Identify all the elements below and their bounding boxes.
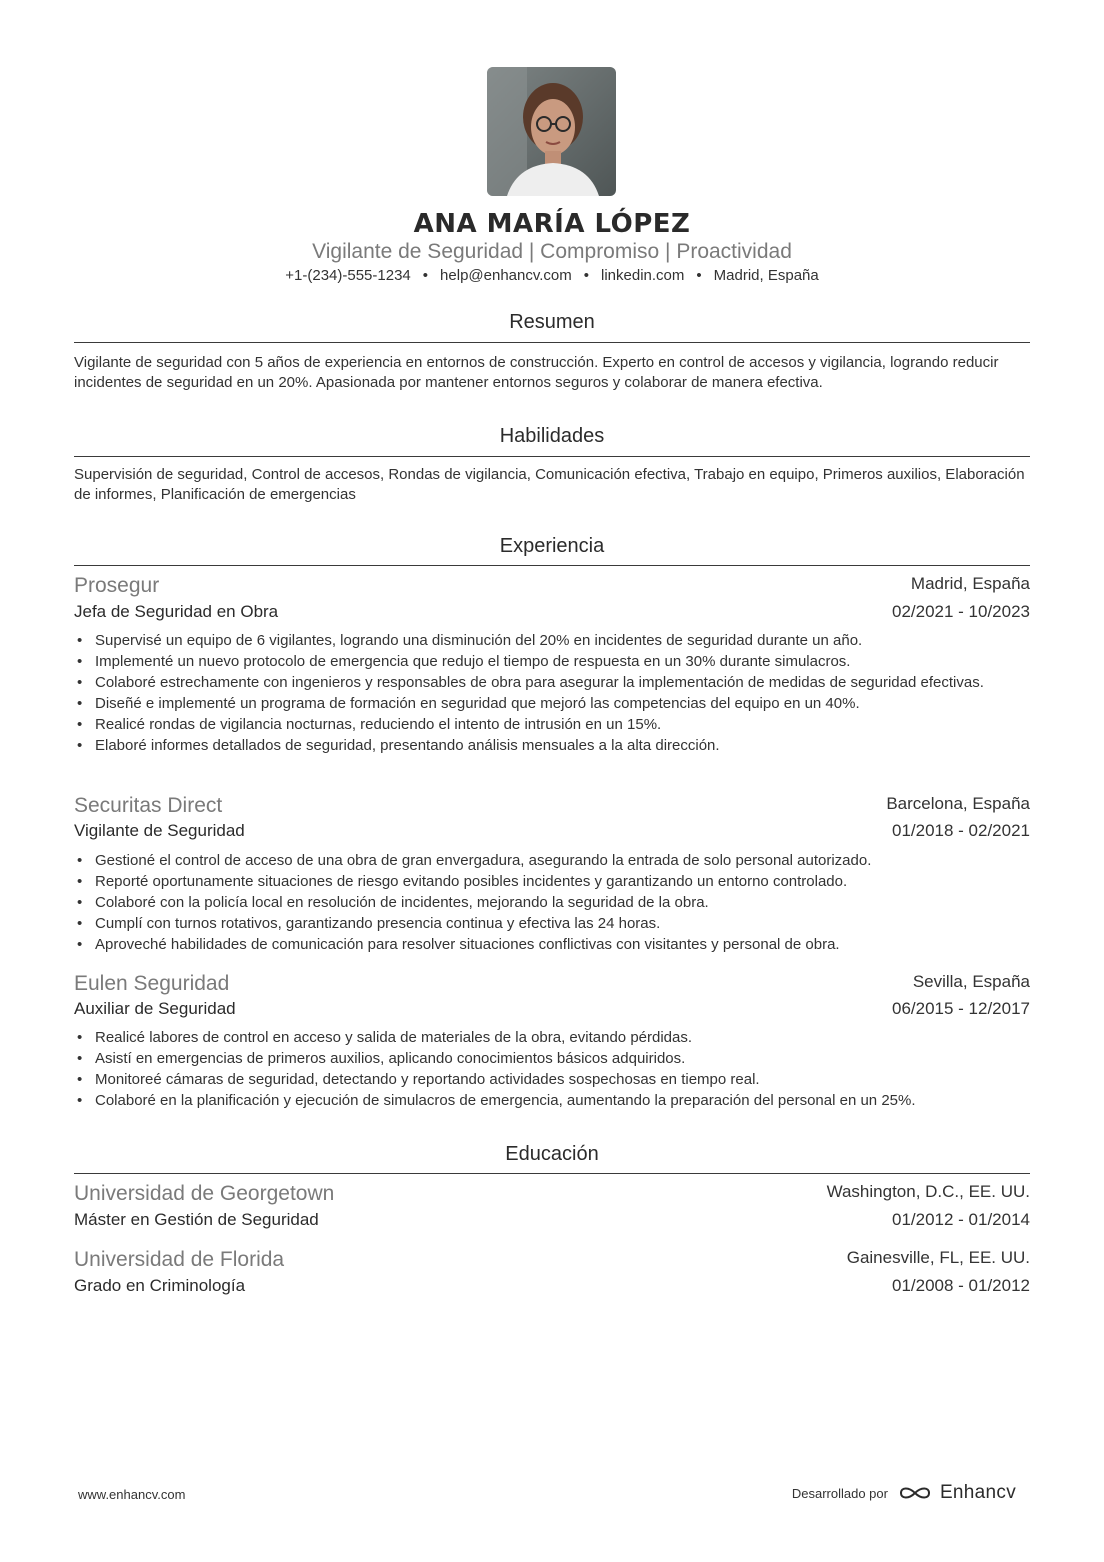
headline: Vigilante de Seguridad | Compromiso | Proactividad: [312, 240, 792, 263]
section-title-experience: Experiencia: [499, 535, 605, 557]
candidate-name: ANA MARÍA LÓPEZ: [413, 209, 691, 239]
footer-website[interactable]: www.enhancv.com: [78, 1487, 186, 1502]
job-dates: 02/2021 - 10/2023: [891, 602, 1030, 621]
list-item: • Colaboré en la planificación y ejecución de simulacros de emergencia, aumentando la preparación del personal en un 25%.: [74, 1090, 1030, 1111]
company-name: Prosegur: [74, 574, 160, 597]
job-bullets: [74, 630, 1030, 756]
brand-name: Enhancv: [939, 1482, 1016, 1503]
separator-dot: •: [696, 267, 702, 284]
phone: +1-(234)-555-1234: [285, 267, 411, 284]
profile-photo-image: [487, 67, 616, 196]
list-item: • Cumplí con turnos rotativos, garantizando presencia continua y efectiva las 24 horas.: [74, 913, 1030, 934]
contact-info: [0, 267, 1104, 284]
list-item: • Gestioné el control de acceso de una obra de gran envergadura, asegurando la entrada de solo personal autorizado.: [74, 850, 1030, 871]
enhancv-logo-icon: [898, 1483, 934, 1503]
list-item: • Colaboré con la policía local en resolución de incidentes, mejorando la seguridad de la obra.: [74, 892, 1030, 913]
powered-by-label: Desarrollado por: [791, 1485, 888, 1501]
job-role: Vigilante de Seguridad: [74, 821, 245, 840]
summary-text: Vigilante de seguridad con 5 años de experiencia en entornos de construcción. Experto en control de accesos y vigilancia, logrando reducir incidentes de seguridad en un 20%. Apasionada por mantener entornos seguros y colaborar de manera efectiva.: [74, 354, 999, 391]
linkedin[interactable]: linkedin.com: [601, 267, 685, 284]
job-dates: 01/2018 - 02/2021: [891, 821, 1030, 840]
section-title-education: Educación: [505, 1143, 599, 1165]
job-location: Barcelona, España: [886, 794, 1030, 813]
profile-photo: [487, 67, 616, 196]
list-item: • Colaboré estrechamente con ingenieros y responsables de obra para asegurar la implementación de medidas de seguridad efectivas.: [74, 672, 1030, 693]
job-bullets: [74, 1027, 1030, 1111]
company-name: Securitas Direct: [74, 794, 223, 817]
degree: Grado en Criminología: [74, 1276, 246, 1295]
school-name: Universidad de Georgetown: [74, 1182, 335, 1205]
company-name: Eulen Seguridad: [74, 972, 230, 995]
education-dates: 01/2012 - 01/2014: [891, 1210, 1030, 1229]
separator-dot: •: [422, 267, 429, 284]
section-divider: [74, 342, 1030, 343]
list-item: • Supervisé un equipo de 6 vigilantes, logrando una disminución del 20% en incidentes de seguridad durante un año.: [74, 630, 1030, 651]
degree: Máster en Gestión de Seguridad: [74, 1210, 319, 1229]
list-item: • Monitoreé cámaras de seguridad, detectando y reportando actividades sospechosas en tiempo real.: [74, 1069, 1030, 1090]
job-role: Auxiliar de Seguridad: [74, 999, 236, 1018]
skills-text: Supervisión de seguridad, Control de accesos, Rondas de vigilancia, Comunicación efectiva, Trabajo en equipo, Primeros auxilios, Elaboración de informes, Planificación de emergencias: [74, 466, 1025, 503]
location: Madrid, España: [713, 267, 819, 284]
list-item: • Realicé labores de control en acceso y salida de materiales de la obra, evitando pérdidas.: [74, 1027, 1030, 1048]
job-role: Jefa de Seguridad en Obra: [74, 602, 279, 621]
list-item: • Elaboré informes detallados de seguridad, presentando análisis mensuales a la alta dirección.: [74, 735, 1030, 756]
footer-branding: [792, 1482, 1016, 1504]
section-divider: [74, 456, 1030, 457]
list-item: • Asistí en emergencias de primeros auxilios, aplicando conocimientos básicos adquiridos.: [74, 1048, 1030, 1069]
section-divider: [74, 1173, 1030, 1174]
list-item: • Diseñé e implementé un programa de formación en seguridad que mejoró las competencias del equipo en un 40%.: [74, 693, 1030, 714]
list-item: • Realicé rondas de vigilancia nocturnas, reduciendo el intento de intrusión en un 15%.: [74, 714, 1030, 735]
section-title-skills: Habilidades: [499, 425, 605, 447]
school-location: Gainesville, FL, EE. UU.: [846, 1248, 1030, 1267]
job-location: Madrid, España: [910, 574, 1030, 593]
job-location: Sevilla, España: [912, 972, 1030, 991]
school-location: Washington, D.C., EE. UU.: [826, 1182, 1030, 1201]
education-dates: 01/2008 - 01/2012: [891, 1276, 1030, 1295]
section-title-summary: Resumen: [509, 311, 595, 333]
school-name: Universidad de Florida: [74, 1248, 285, 1271]
job-bullets: [74, 850, 1030, 955]
section-divider: [74, 565, 1030, 566]
list-item: • Aproveché habilidades de comunicación para resolver situaciones conflictivas con visitantes y personal de obra.: [74, 934, 1030, 955]
list-item: • Reporté oportunamente situaciones de riesgo evitando posibles incidentes y garantizando un entorno controlado.: [74, 871, 1030, 892]
email[interactable]: help@enhancv.com: [440, 267, 572, 284]
list-item: • Implementé un nuevo protocolo de emergencia que redujo el tiempo de respuesta en un 30% durante simulacros.: [74, 651, 1030, 672]
separator-dot: •: [583, 267, 590, 284]
job-dates: 06/2015 - 12/2017: [891, 999, 1030, 1018]
